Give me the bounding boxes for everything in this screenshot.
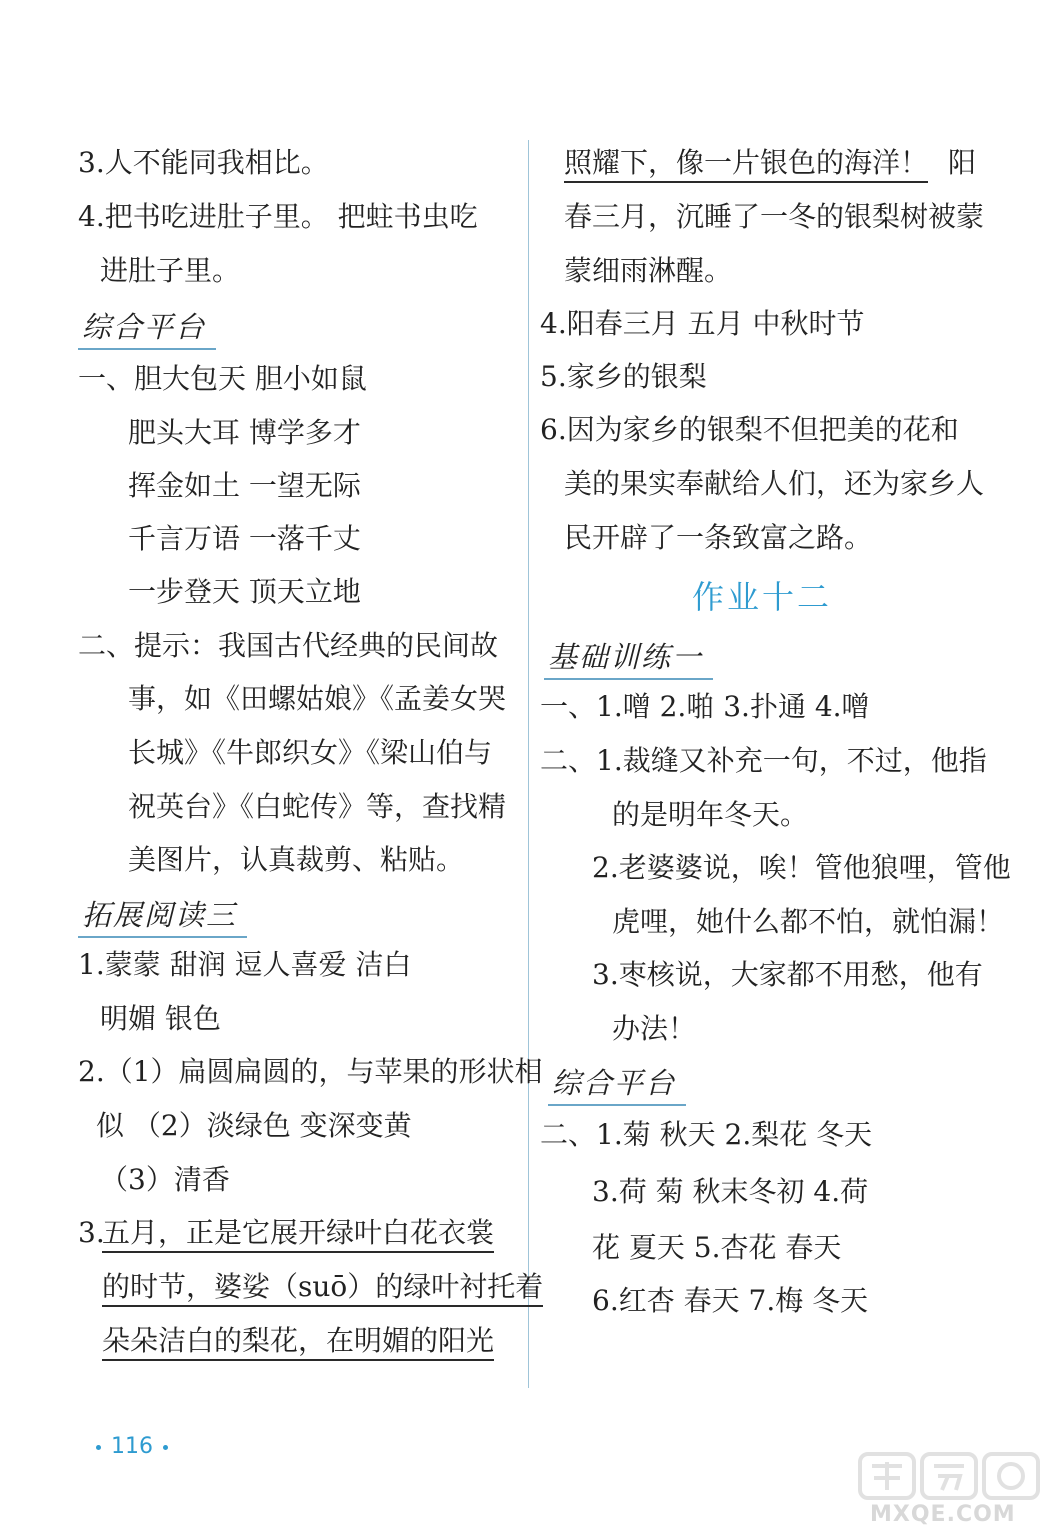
answer-line: 的是明年冬天。 [612,798,809,831]
answer-line: 4.把书吃进肚子里。 把蛀书虫吃 [78,200,478,233]
answer-line: 一、1.噌 2.啪 3.扑通 4.噌 [540,690,870,723]
answer-line: 花 夏天 5.杏花 春天 [592,1231,842,1264]
underlined-answer: 朵朵洁白的梨花，在明媚的阳光 [102,1324,494,1361]
answer-line: 祝英台》《白蛇传》等，查找精 [128,790,507,823]
underlined-answer: 五月，正是它展开绿叶白花衣裳 [102,1216,494,1253]
answer-line: 阳 [948,146,977,179]
watermark-text: MXQE.COM [870,1502,1016,1527]
column-divider [528,140,529,1388]
answer-line: 3.枣核说，大家都不用愁，他有 [592,958,983,991]
answer-line: 二、1.裁缝又补充一句，不过，他指 [540,744,987,777]
answer-line: 肥头大耳 博学多才 [128,416,361,449]
question-number: 3. [78,1216,105,1249]
answer-line: 一、胆大包天 胆小如鼠 [78,362,367,395]
answer-line: 美的果实奉献给人们，还为家乡人 [564,467,985,500]
section-heading-jichu: 基础训练一 [544,640,713,680]
answer-line: 民开辟了一条致富之路。 [564,521,873,554]
homework-title: 作业十二 [692,578,833,616]
answer-line: 似 （2）淡绿色 变深变黄 [96,1109,412,1142]
dot-icon [96,1445,101,1450]
answer-line: 3.荷 菊 秋末冬初 4.荷 [592,1175,869,1208]
answer-line: 明媚 银色 [100,1002,221,1035]
answer-line: 3.人不能同我相比。 [78,146,329,179]
answer-line: 美图片，认真裁剪、粘贴。 [128,843,465,876]
answer-line: 二、1.菊 秋天 2.梨花 冬天 [540,1118,873,1151]
answer-line: 办法！ [612,1012,697,1045]
answer-line: 1.蒙蒙 甜润 逗人喜爱 洁白 [78,948,412,981]
answer-line: 4.阳春三月 五月 中秋时节 [540,307,865,340]
answer-line: 6.因为家乡的银梨不但把美的花和 [540,413,959,446]
answer-line: 蒙细雨淋醒。 [564,254,733,287]
section-heading-zonghe: 综合平台 [78,310,216,350]
answer-line: 虎哩，她什么都不怕，就怕漏！ [612,905,1005,938]
page-number: 116 [86,1434,178,1459]
answer-line: 长城》《牛郎织女》《梁山伯与 [128,736,493,769]
answer-line: 进肚子里。 [100,254,241,287]
answer-line: （3）清香 [100,1163,230,1196]
answer-line: 千言万语 一落千丈 [128,522,361,555]
underlined-answer: 照耀下，像一片银色的海洋！ [564,146,928,183]
answer-line: 挥金如土 一望无际 [128,469,361,502]
section-heading-zonghe: 综合平台 [548,1066,686,1106]
answer-line: 2.（1）扁圆扁圆的，与苹果的形状相 [78,1055,543,1088]
answer-line: 6.红杏 春天 7.梅 冬天 [592,1284,869,1317]
answer-line: 2.老婆婆说，唉！管他狼哩，管他 [592,851,1011,884]
answer-line: 一步登天 顶天立地 [128,575,361,608]
underlined-answer: 的时节，婆娑（suō）的绿叶衬托着 [102,1270,543,1307]
answer-line: 二、提示：我国古代经典的民间故 [78,629,499,662]
section-heading-tuozhan: 拓展阅读三 [78,898,247,938]
answer-line: 事，如《田螺姑娘》《孟姜女哭 [128,682,507,715]
dot-icon [163,1445,168,1450]
answer-line: 春三月，沉睡了一冬的银梨树被蒙 [564,200,985,233]
answer-line: 5.家乡的银梨 [540,360,707,393]
